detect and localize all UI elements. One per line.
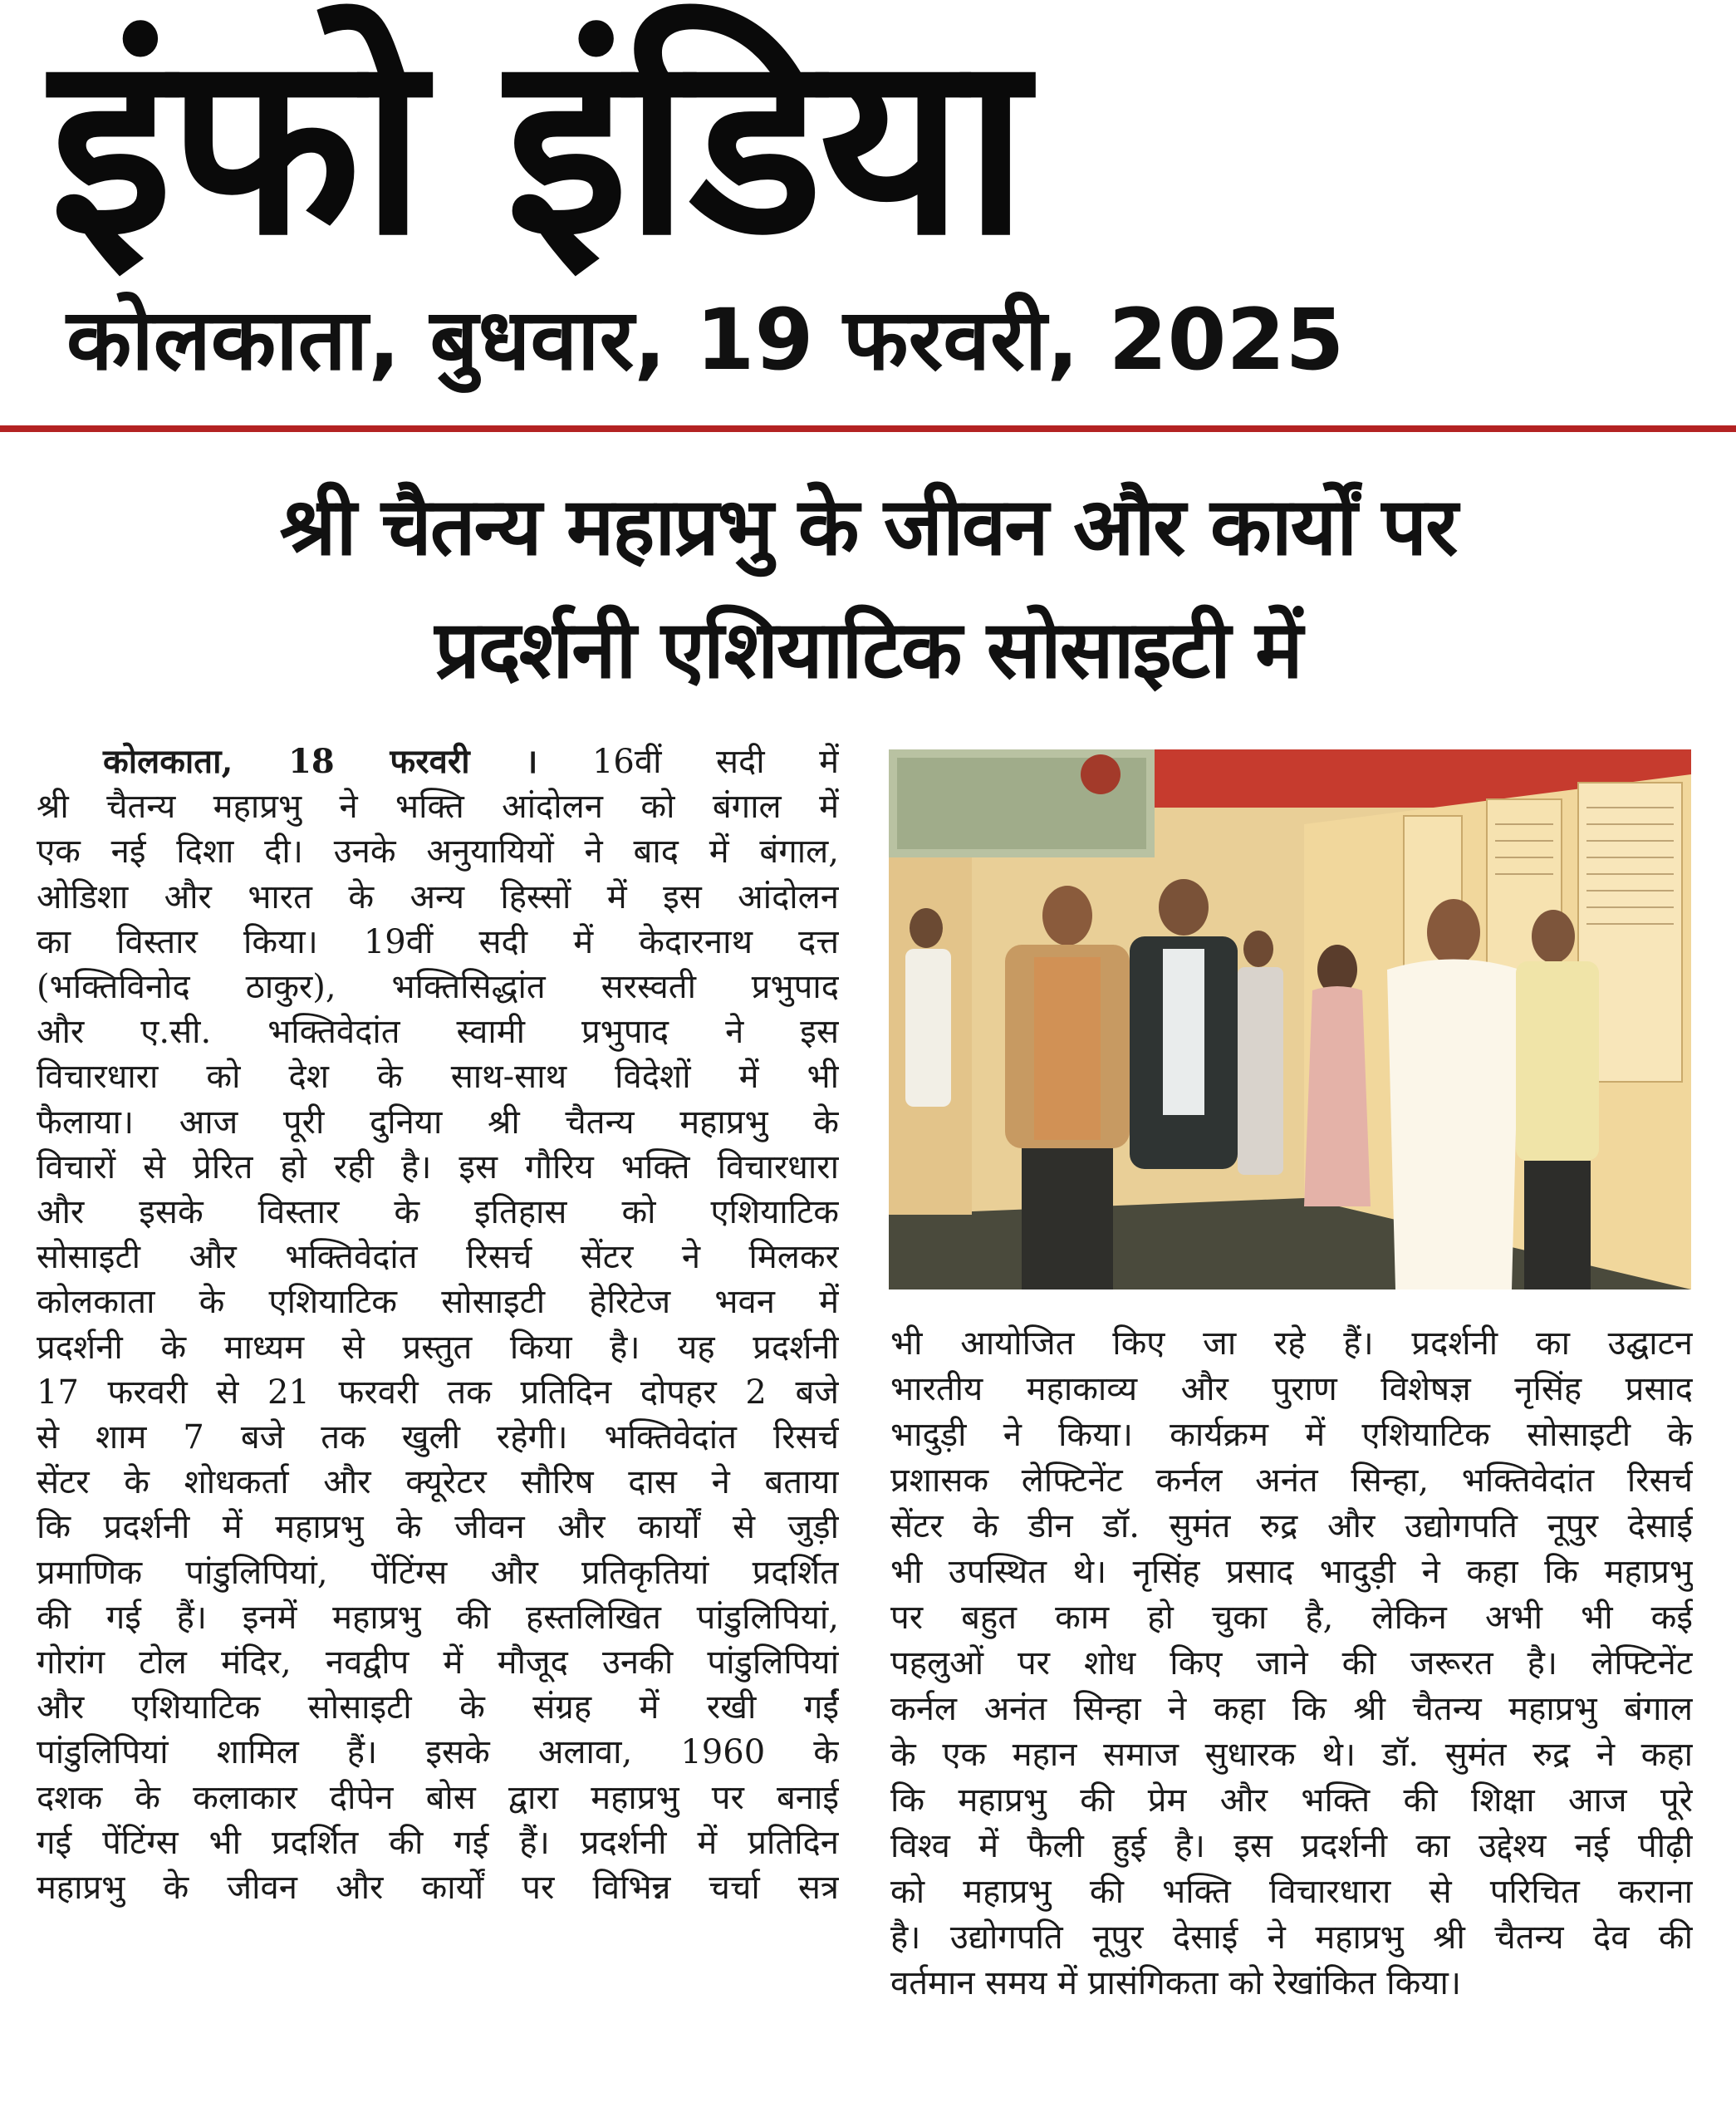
article-line: से शाम 7 बजे तक खुली रहेगी। भक्तिवेदांत रिसर्च: [37, 1418, 839, 1457]
article-line: है। उद्योगपति नूपुर देसाई ने महाप्रभु श्री चैतन्य देव की: [890, 1918, 1693, 1957]
article-line: प्रदर्शनी के माध्यम से प्रस्तुत किया है। यह प्रदर्शनी: [37, 1328, 839, 1367]
article-line: की गई हैं। इनमें महाप्रभु की हस्तलिखित पांडुलिपियां,: [37, 1598, 839, 1637]
article-line: और एशियाटिक सोसाइटी के संग्रह में रखी गईं: [37, 1688, 839, 1727]
article-line: पहलुओं पर शोध किए जाने की जरूरत है। लेफ्टिनेंट: [890, 1644, 1693, 1682]
article-line: विश्व में फैली हुई है। इस प्रदर्शनी का उद्देश्य नई पीढ़ी: [890, 1827, 1693, 1865]
article-line: वर्तमान समय में प्रासंगिकता को रेखांकित किया।: [890, 1964, 1462, 2002]
article-line: को महाप्रभु की भक्ति विचारधारा से परिचित कराना: [890, 1873, 1693, 1911]
article-line: [37, 739, 839, 784]
article-line: प्रशासक लेफ्टिनेंट कर्नल अनंत सिन्हा, भक्तिवेदांत रिसर्च: [890, 1461, 1693, 1500]
masthead: [0, 0, 1736, 432]
article-column-right: [890, 1321, 1693, 2119]
headline-line-2: प्रदर्शनी एशियाटिक सोसाइटी में: [434, 603, 1302, 696]
mural-emblem: [1081, 754, 1121, 794]
article-line: प्रमाणिक पांडुलिपियां, पेंटिंग्स और प्रतिकृतियां प्रदर्शित: [37, 1553, 839, 1592]
article-line: महाप्रभु के जीवन और कार्यों पर विभिन्न चर्चा सत्र: [37, 1869, 839, 1908]
article-line: सोसाइटी और भक्तिवेदांत रिसर्च सेंटर ने मिलकर: [37, 1238, 839, 1277]
article-line: कि प्रदर्शनी में महाप्रभु के जीवन और कार्यों से जुड़ी: [37, 1508, 839, 1547]
article-line: ओडिशा और भारत के अन्य हिस्सों में इस आंदोलन: [37, 877, 839, 916]
headline-line-1: श्री चैतन्य महाप्रभु के जीवन और कार्यों पर: [279, 480, 1457, 573]
article-line: कि महाप्रभु की प्रेम और भक्ति की शिक्षा आज पूरे: [890, 1781, 1693, 1820]
article-line: विचारधारा को देश के साथ-साथ विदेशों में भी: [37, 1058, 839, 1097]
article-line: और इसके विस्तार के इतिहास को एशियाटिक: [37, 1193, 839, 1232]
article-dateline: कोलकाता, 18 फरवरी ।: [103, 742, 538, 781]
article-line: भी आयोजित किए जा रहे हैं। प्रदर्शनी का उद्घाटन: [890, 1324, 1693, 1363]
article-line: (भक्तिविनोद ठाकुर), भक्तिसिद्धांत सरस्वती प्रभुपाद: [37, 968, 839, 1007]
article-line: 17 फरवरी से 21 फरवरी तक प्रतिदिन दोपहर 2 बजे: [37, 1373, 839, 1412]
article-line-text: 16वीं सदी में: [591, 743, 839, 781]
article-line: गई पेंटिंग्स भी प्रदर्शित की गई हैं। प्रदर्शनी में प्रतिदिन: [37, 1823, 839, 1862]
article-line: और ए.सी. भक्तिवेदांत स्वामी प्रभुपाद ने इस: [37, 1013, 839, 1052]
article-line: एक नई दिशा दी। उनके अनुयायियों ने बाद में बंगाल,: [37, 833, 839, 872]
article-line: फैलाया। आज पूरी दुनिया श्री चैतन्य महाप्रभु के: [37, 1103, 839, 1142]
exhibition-photo: [889, 749, 1691, 1289]
article-line: भारतीय महाकाव्य और पुराण विशेषज्ञ नृसिंह प्रसाद: [890, 1370, 1693, 1408]
article-line: विचारों से प्रेरित हो रही है। इस गौरिय भक्ति विचारधारा: [37, 1147, 839, 1186]
newspaper-title: इंफो इंडिया: [50, 0, 1025, 290]
article-line: पांडुलिपियां शामिल हैं। इसके अलावा, 1960 के: [37, 1733, 839, 1772]
masthead-dateline: कोलकाता, बुधवार, 19 फरवरी, 2025: [66, 291, 1345, 390]
article-line: दशक के कलाकार दीपेन बोस द्वारा महाप्रभु पर बनाई: [37, 1778, 839, 1817]
article-line: श्री चैतन्य महाप्रभु ने भक्ति आंदोलन को बंगाल में: [37, 788, 839, 827]
article-line: का विस्तार किया। 19वीं सदी में केदारनाथ दत्त: [37, 922, 839, 961]
article-column-left: [37, 739, 839, 2110]
article-line: कोलकाता के एशियाटिक सोसाइटी हेरिटेज भवन में: [37, 1283, 839, 1322]
headline: [50, 465, 1686, 715]
article-line: भादुड़ी ने किया। कार्यक्रम में एशियाटिक सोसाइटी के: [890, 1416, 1693, 1454]
article-line: पर बहुत काम हो चुका है, लेकिन अभी भी कई: [890, 1599, 1693, 1637]
article-line: भी उपस्थित थे। नृसिंह प्रसाद भादुड़ी ने कहा कि महाप्रभु: [890, 1553, 1693, 1591]
article-line: सेंटर के डीन डॉ. सुमंत रुद्र और उद्योगपति नूपुर देसाई: [890, 1507, 1693, 1545]
article-line: के एक महान समाज सुधारक थे। डॉ. सुमंत रुद्र ने कहा: [890, 1736, 1693, 1774]
article-line: गोरांग टोल मंदिर, नवद्वीप में मौजूद उनकी पांडुलिपियां: [37, 1643, 839, 1682]
masthead-rule: [0, 425, 1736, 432]
exhibition-photo-illustration: [889, 749, 1691, 1289]
article-line: कर्नल अनंत सिन्हा ने कहा कि श्री चैतन्य महाप्रभु बंगाल: [890, 1690, 1693, 1728]
article-line: सेंटर के शोधकर्ता और क्यूरेटर सौरिष दास ने बताया: [37, 1463, 839, 1502]
